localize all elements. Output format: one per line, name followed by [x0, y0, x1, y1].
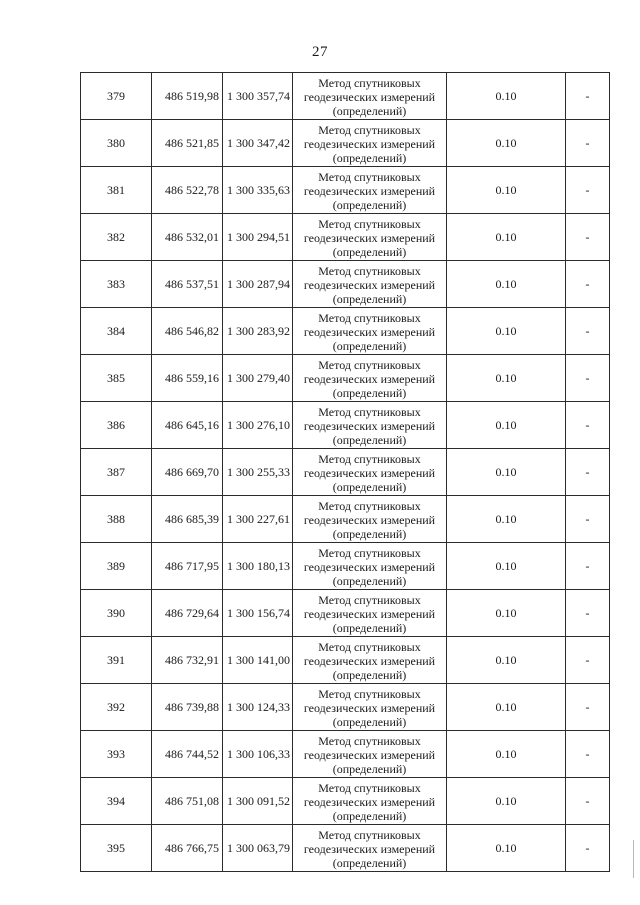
method-line: геодезических измерений: [303, 372, 436, 386]
table-row: [81, 543, 610, 590]
point-number-cell: 382: [81, 214, 152, 261]
note-cell: -: [566, 214, 610, 261]
accuracy-cell: 0.10: [447, 543, 566, 590]
note-cell: -: [566, 496, 610, 543]
method-line: Метод спутниковых: [318, 123, 421, 137]
method-line: Метод спутниковых: [318, 781, 421, 795]
point-number-cell: 395: [81, 825, 152, 872]
method-line: (определений): [332, 762, 407, 776]
table-row: [81, 167, 610, 214]
method-line: геодезических измерений: [303, 513, 436, 527]
point-number-cell: 390: [81, 590, 152, 637]
method-cell: [293, 590, 447, 637]
accuracy-cell: 0.10: [447, 167, 566, 214]
y-coordinate-cell: 1 300 156,74: [223, 590, 293, 637]
method-line: (определений): [332, 104, 407, 118]
method-line: геодезических измерений: [303, 419, 436, 433]
note-cell: -: [566, 543, 610, 590]
method-line: геодезических измерений: [303, 466, 436, 480]
method-cell: [293, 731, 447, 778]
method-line: Метод спутниковых: [318, 452, 421, 466]
page-number: 27: [312, 44, 328, 60]
note-cell: -: [566, 778, 610, 825]
x-coordinate-cell: 486 766,75: [152, 825, 223, 872]
accuracy-cell: 0.10: [447, 778, 566, 825]
method-line: геодезических измерений: [303, 184, 436, 198]
point-number-cell: 379: [81, 73, 152, 120]
point-number-cell: 394: [81, 778, 152, 825]
method-line: Метод спутниковых: [318, 546, 421, 560]
method-line: Метод спутниковых: [318, 640, 421, 654]
accuracy-cell: 0.10: [447, 214, 566, 261]
y-coordinate-cell: 1 300 141,00: [223, 637, 293, 684]
coordinates-table: [80, 72, 610, 872]
method-line: Метод спутниковых: [318, 264, 421, 278]
method-cell: [293, 355, 447, 402]
method-line: (определений): [332, 574, 407, 588]
accuracy-cell: 0.10: [447, 355, 566, 402]
point-number-cell: 380: [81, 120, 152, 167]
x-coordinate-cell: 486 559,16: [152, 355, 223, 402]
y-coordinate-cell: 1 300 335,63: [223, 167, 293, 214]
note-cell: -: [566, 402, 610, 449]
method-line: (определений): [332, 245, 407, 259]
y-coordinate-cell: 1 300 279,40: [223, 355, 293, 402]
method-line: (определений): [332, 527, 407, 541]
x-coordinate-cell: 486 546,82: [152, 308, 223, 355]
y-coordinate-cell: 1 300 063,79: [223, 825, 293, 872]
method-line: (определений): [332, 809, 407, 823]
y-coordinate-cell: 1 300 294,51: [223, 214, 293, 261]
accuracy-cell: 0.10: [447, 496, 566, 543]
table-row: [81, 355, 610, 402]
table-row: [81, 684, 610, 731]
table-row: [81, 261, 610, 308]
x-coordinate-cell: 486 532,01: [152, 214, 223, 261]
method-cell: [293, 402, 447, 449]
method-line: геодезических измерений: [303, 325, 436, 339]
point-number-cell: 383: [81, 261, 152, 308]
point-number-cell: 392: [81, 684, 152, 731]
accuracy-cell: 0.10: [447, 449, 566, 496]
x-coordinate-cell: 486 669,70: [152, 449, 223, 496]
method-line: Метод спутниковых: [318, 734, 421, 748]
note-cell: -: [566, 825, 610, 872]
table-row: [81, 496, 610, 543]
method-line: (определений): [332, 433, 407, 447]
note-cell: -: [566, 449, 610, 496]
method-line: (определений): [332, 715, 407, 729]
x-coordinate-cell: 486 744,52: [152, 731, 223, 778]
method-cell: [293, 308, 447, 355]
y-coordinate-cell: 1 300 283,92: [223, 308, 293, 355]
method-cell: [293, 167, 447, 214]
method-line: геодезических измерений: [303, 90, 436, 104]
method-line: Метод спутниковых: [318, 358, 421, 372]
x-coordinate-cell: 486 751,08: [152, 778, 223, 825]
method-line: Метод спутниковых: [318, 311, 421, 325]
method-line: Метод спутниковых: [318, 405, 421, 419]
scan-artifact: [633, 840, 634, 878]
x-coordinate-cell: 486 519,98: [152, 73, 223, 120]
method-line: геодезических измерений: [303, 278, 436, 292]
x-coordinate-cell: 486 732,91: [152, 637, 223, 684]
table-row: [81, 308, 610, 355]
accuracy-cell: 0.10: [447, 684, 566, 731]
point-number-cell: 385: [81, 355, 152, 402]
method-cell: [293, 825, 447, 872]
accuracy-cell: 0.10: [447, 73, 566, 120]
method-line: (определений): [332, 480, 407, 494]
method-cell: [293, 778, 447, 825]
note-cell: -: [566, 355, 610, 402]
method-line: (определений): [332, 386, 407, 400]
x-coordinate-cell: 486 729,64: [152, 590, 223, 637]
y-coordinate-cell: 1 300 180,13: [223, 543, 293, 590]
method-line: (определений): [332, 621, 407, 635]
table-row: [81, 73, 610, 120]
table-row: [81, 449, 610, 496]
accuracy-cell: 0.10: [447, 637, 566, 684]
note-cell: -: [566, 590, 610, 637]
note-cell: -: [566, 73, 610, 120]
method-cell: [293, 496, 447, 543]
method-line: геодезических измерений: [303, 842, 436, 856]
accuracy-cell: 0.10: [447, 120, 566, 167]
method-line: геодезических измерений: [303, 654, 436, 668]
point-number-cell: 391: [81, 637, 152, 684]
method-cell: [293, 73, 447, 120]
method-line: (определений): [332, 339, 407, 353]
method-cell: [293, 449, 447, 496]
x-coordinate-cell: 486 685,39: [152, 496, 223, 543]
method-line: (определений): [332, 292, 407, 306]
method-line: геодезических измерений: [303, 795, 436, 809]
point-number-cell: 381: [81, 167, 152, 214]
table-row: [81, 402, 610, 449]
y-coordinate-cell: 1 300 091,52: [223, 778, 293, 825]
table-row: [81, 637, 610, 684]
method-cell: [293, 120, 447, 167]
method-cell: [293, 637, 447, 684]
method-line: Метод спутниковых: [318, 593, 421, 607]
method-cell: [293, 684, 447, 731]
method-line: Метод спутниковых: [318, 687, 421, 701]
method-cell: [293, 261, 447, 308]
table-row: [81, 120, 610, 167]
note-cell: -: [566, 120, 610, 167]
accuracy-cell: 0.10: [447, 261, 566, 308]
method-cell: [293, 214, 447, 261]
note-cell: -: [566, 308, 610, 355]
table-row: [81, 731, 610, 778]
accuracy-cell: 0.10: [447, 402, 566, 449]
y-coordinate-cell: 1 300 227,61: [223, 496, 293, 543]
table-row: [81, 778, 610, 825]
method-line: (определений): [332, 668, 407, 682]
x-coordinate-cell: 486 522,78: [152, 167, 223, 214]
x-coordinate-cell: 486 537,51: [152, 261, 223, 308]
accuracy-cell: 0.10: [447, 731, 566, 778]
point-number-cell: 387: [81, 449, 152, 496]
point-number-cell: 393: [81, 731, 152, 778]
point-number-cell: 384: [81, 308, 152, 355]
y-coordinate-cell: 1 300 347,42: [223, 120, 293, 167]
y-coordinate-cell: 1 300 255,33: [223, 449, 293, 496]
note-cell: -: [566, 637, 610, 684]
x-coordinate-cell: 486 645,16: [152, 402, 223, 449]
table-row: [81, 214, 610, 261]
accuracy-cell: 0.10: [447, 308, 566, 355]
y-coordinate-cell: 1 300 106,33: [223, 731, 293, 778]
method-line: Метод спутниковых: [318, 828, 421, 842]
method-line: Метод спутниковых: [318, 217, 421, 231]
method-line: геодезических измерений: [303, 748, 436, 762]
x-coordinate-cell: 486 717,95: [152, 543, 223, 590]
point-number-cell: 388: [81, 496, 152, 543]
method-line: Метод спутниковых: [318, 170, 421, 184]
method-line: Метод спутниковых: [318, 499, 421, 513]
x-coordinate-cell: 486 739,88: [152, 684, 223, 731]
accuracy-cell: 0.10: [447, 590, 566, 637]
point-number-cell: 389: [81, 543, 152, 590]
method-line: Метод спутниковых: [318, 76, 421, 90]
coordinates-table-body: [81, 73, 610, 872]
y-coordinate-cell: 1 300 287,94: [223, 261, 293, 308]
x-coordinate-cell: 486 521,85: [152, 120, 223, 167]
method-line: (определений): [332, 151, 407, 165]
note-cell: -: [566, 684, 610, 731]
method-line: (определений): [332, 856, 407, 870]
point-number-cell: 386: [81, 402, 152, 449]
method-line: (определений): [332, 198, 407, 212]
y-coordinate-cell: 1 300 124,33: [223, 684, 293, 731]
y-coordinate-cell: 1 300 276,10: [223, 402, 293, 449]
method-line: геодезических измерений: [303, 607, 436, 621]
method-line: геодезических измерений: [303, 701, 436, 715]
method-line: геодезических измерений: [303, 231, 436, 245]
method-line: геодезических измерений: [303, 137, 436, 151]
note-cell: -: [566, 167, 610, 214]
accuracy-cell: 0.10: [447, 825, 566, 872]
table-row: [81, 825, 610, 872]
method-cell: [293, 543, 447, 590]
y-coordinate-cell: 1 300 357,74: [223, 73, 293, 120]
table-row: [81, 590, 610, 637]
note-cell: -: [566, 731, 610, 778]
method-line: геодезических измерений: [303, 560, 436, 574]
note-cell: -: [566, 261, 610, 308]
